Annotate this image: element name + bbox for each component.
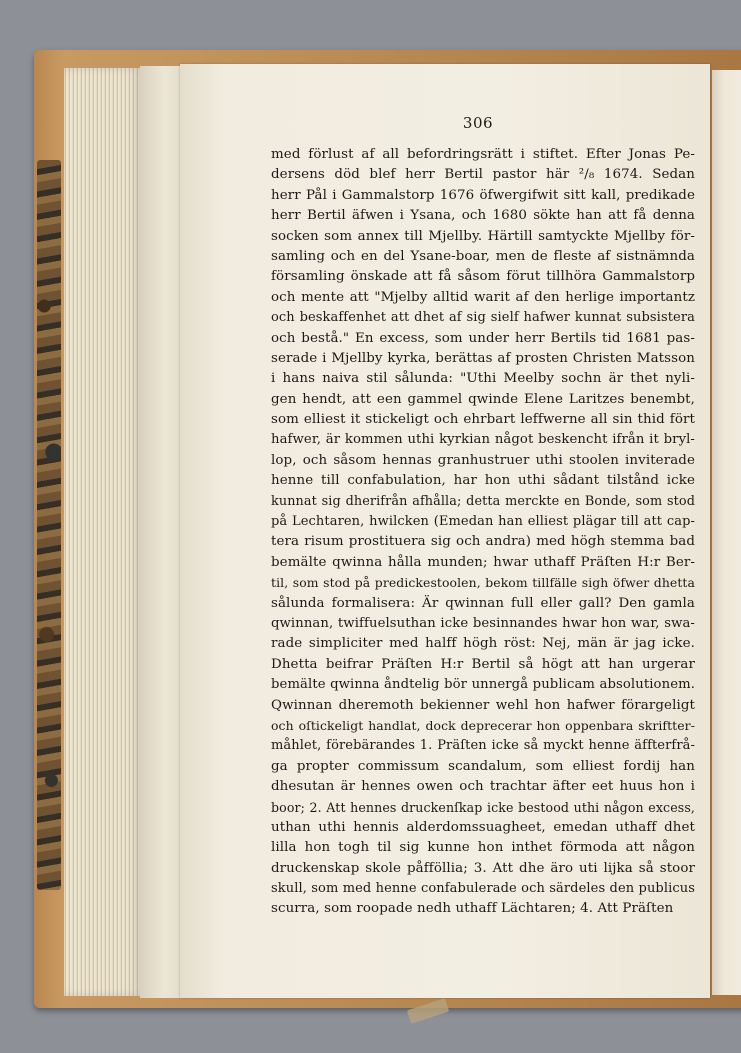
page-gutter bbox=[140, 66, 184, 998]
text-line: uthan uthi hennis alderdomssuagheet, emedan uthaff dhet bbox=[271, 819, 695, 835]
text-line: rade simpliciter med halff högh röst: Nej, män är jag icke. bbox=[271, 636, 695, 652]
text-line: på Lechtaren, hwilcken (Emedan han elliest plägar till att cap- bbox=[271, 514, 695, 530]
facing-page-edge bbox=[712, 70, 741, 995]
text-line: som elliest it stickeligt och ehrbart leffwerne all sin thid fört bbox=[271, 412, 695, 428]
page-text bbox=[271, 145, 695, 920]
text-line: herr Bertil äfwen i Ysana, och 1680 sökte han att få denna bbox=[271, 208, 695, 224]
text-line: socken som annex till Mjellby. Härtill samtyckte Mjellby för- bbox=[271, 228, 695, 244]
page-edges bbox=[64, 68, 142, 996]
text-line: druckenskap skole påfföllia; 3. Att dhe äro uti lijka så stoor bbox=[271, 860, 695, 876]
text-line: skull, som med henne confabulerade och särdeles den publicus bbox=[271, 881, 695, 897]
text-line: hafwer, är kommen uthi kyrkian något beskencht ifrån it bryl- bbox=[271, 432, 695, 448]
text-line: måhlet, förebärandes 1. Präſten icke så myckt henne äffterfrå- bbox=[271, 738, 695, 754]
text-line: gen hendt, att een gammel qwinde Elene Laritzes benembt, bbox=[271, 391, 695, 407]
text-line: sålunda formalisera: Är qwinnan full eller gall? Den gamla bbox=[271, 595, 695, 611]
text-line: henne till confabulation, har hon uthi sådant tilstånd icke bbox=[271, 473, 695, 489]
text-line: och oſtickeligt handlat, dock deprecerar hon oppenbara skriftter- bbox=[271, 717, 695, 733]
text-line: til, som stod på predickestoolen, bekom tillfälle sigh öfwer dhetta bbox=[271, 575, 695, 591]
text-line: bemälte qwinna åndtelig bör unnergå publicam absolutionem. bbox=[271, 677, 695, 693]
text-line: församling önskade att få såsom förut tillhöra Gammalstorp bbox=[271, 269, 695, 285]
text-line: kunnat sig dherifrån afhålla; detta merckte en Bonde, som stod bbox=[271, 493, 695, 509]
text-line: och beskaffenhet att dhet af sig sielf hafwer kunnat subsistera bbox=[271, 310, 695, 326]
text-line: och bestå." En excess, som under herr Bertils tid 1681 pas- bbox=[271, 330, 695, 346]
marbled-spine bbox=[37, 160, 61, 890]
text-line: herr Pål i Gammalstorp 1676 öfwergifwit sitt kall, predikade bbox=[271, 187, 695, 203]
text-line: Dhetta beifrar Präſten H:r Bertil så högt att han urgerar bbox=[271, 656, 695, 672]
text-line: och mente att "Mjelby alltid warit af den herlige importantz bbox=[271, 289, 695, 305]
text-line: dersens död blef herr Bertil pastor här ²/₈ 1674. Sedan bbox=[271, 167, 695, 183]
text-line: dhesutan är hennes owen och trachtar äfter eet huus hon i bbox=[271, 779, 695, 795]
page-number: 306 bbox=[462, 114, 494, 132]
text-line: tera risum prostituera sig och andra) med högh stemma bad bbox=[271, 534, 695, 550]
text-line: serade i Mjellby kyrka, berättas af prosten Christen Matsson bbox=[271, 350, 695, 366]
text-line: ga propter commissum scandalum, som elliest fordij han bbox=[271, 758, 695, 774]
text-line: lilla hon togh til sig kunne hon inthet förmoda att någon bbox=[271, 840, 695, 856]
text-line: boor; 2. Att hennes druckenſkap icke bestood uthi någon excess, bbox=[271, 799, 695, 815]
text-line: samling och en del Ysane-boar, men de fleste af sistnämnda bbox=[271, 248, 695, 264]
text-line: qwinnan, twiffuelsuthan icke besinnandes hwar hon war, swa- bbox=[271, 615, 695, 631]
text-line: i hans naiva stil sålunda: "Uthi Meelby sochn är thet nyli- bbox=[271, 371, 695, 387]
text-line: lop, och såsom hennas granhustruer uthi stoolen inviterade bbox=[271, 452, 695, 468]
text-line: Qwinnan dheremoth bekienner wehl hon hafwer förargeligt bbox=[271, 697, 695, 713]
text-line: med förlust af all befordringsrätt i stiftet. Efter Jonas Pe- bbox=[271, 147, 695, 162]
text-line: scurra, som roopade nedh uthaff Lächtaren; 4. Att Präſten bbox=[271, 901, 674, 917]
text-line: bemälte qwinna hålla munden; hwar uthaff Präſten H:r Ber- bbox=[271, 554, 695, 570]
